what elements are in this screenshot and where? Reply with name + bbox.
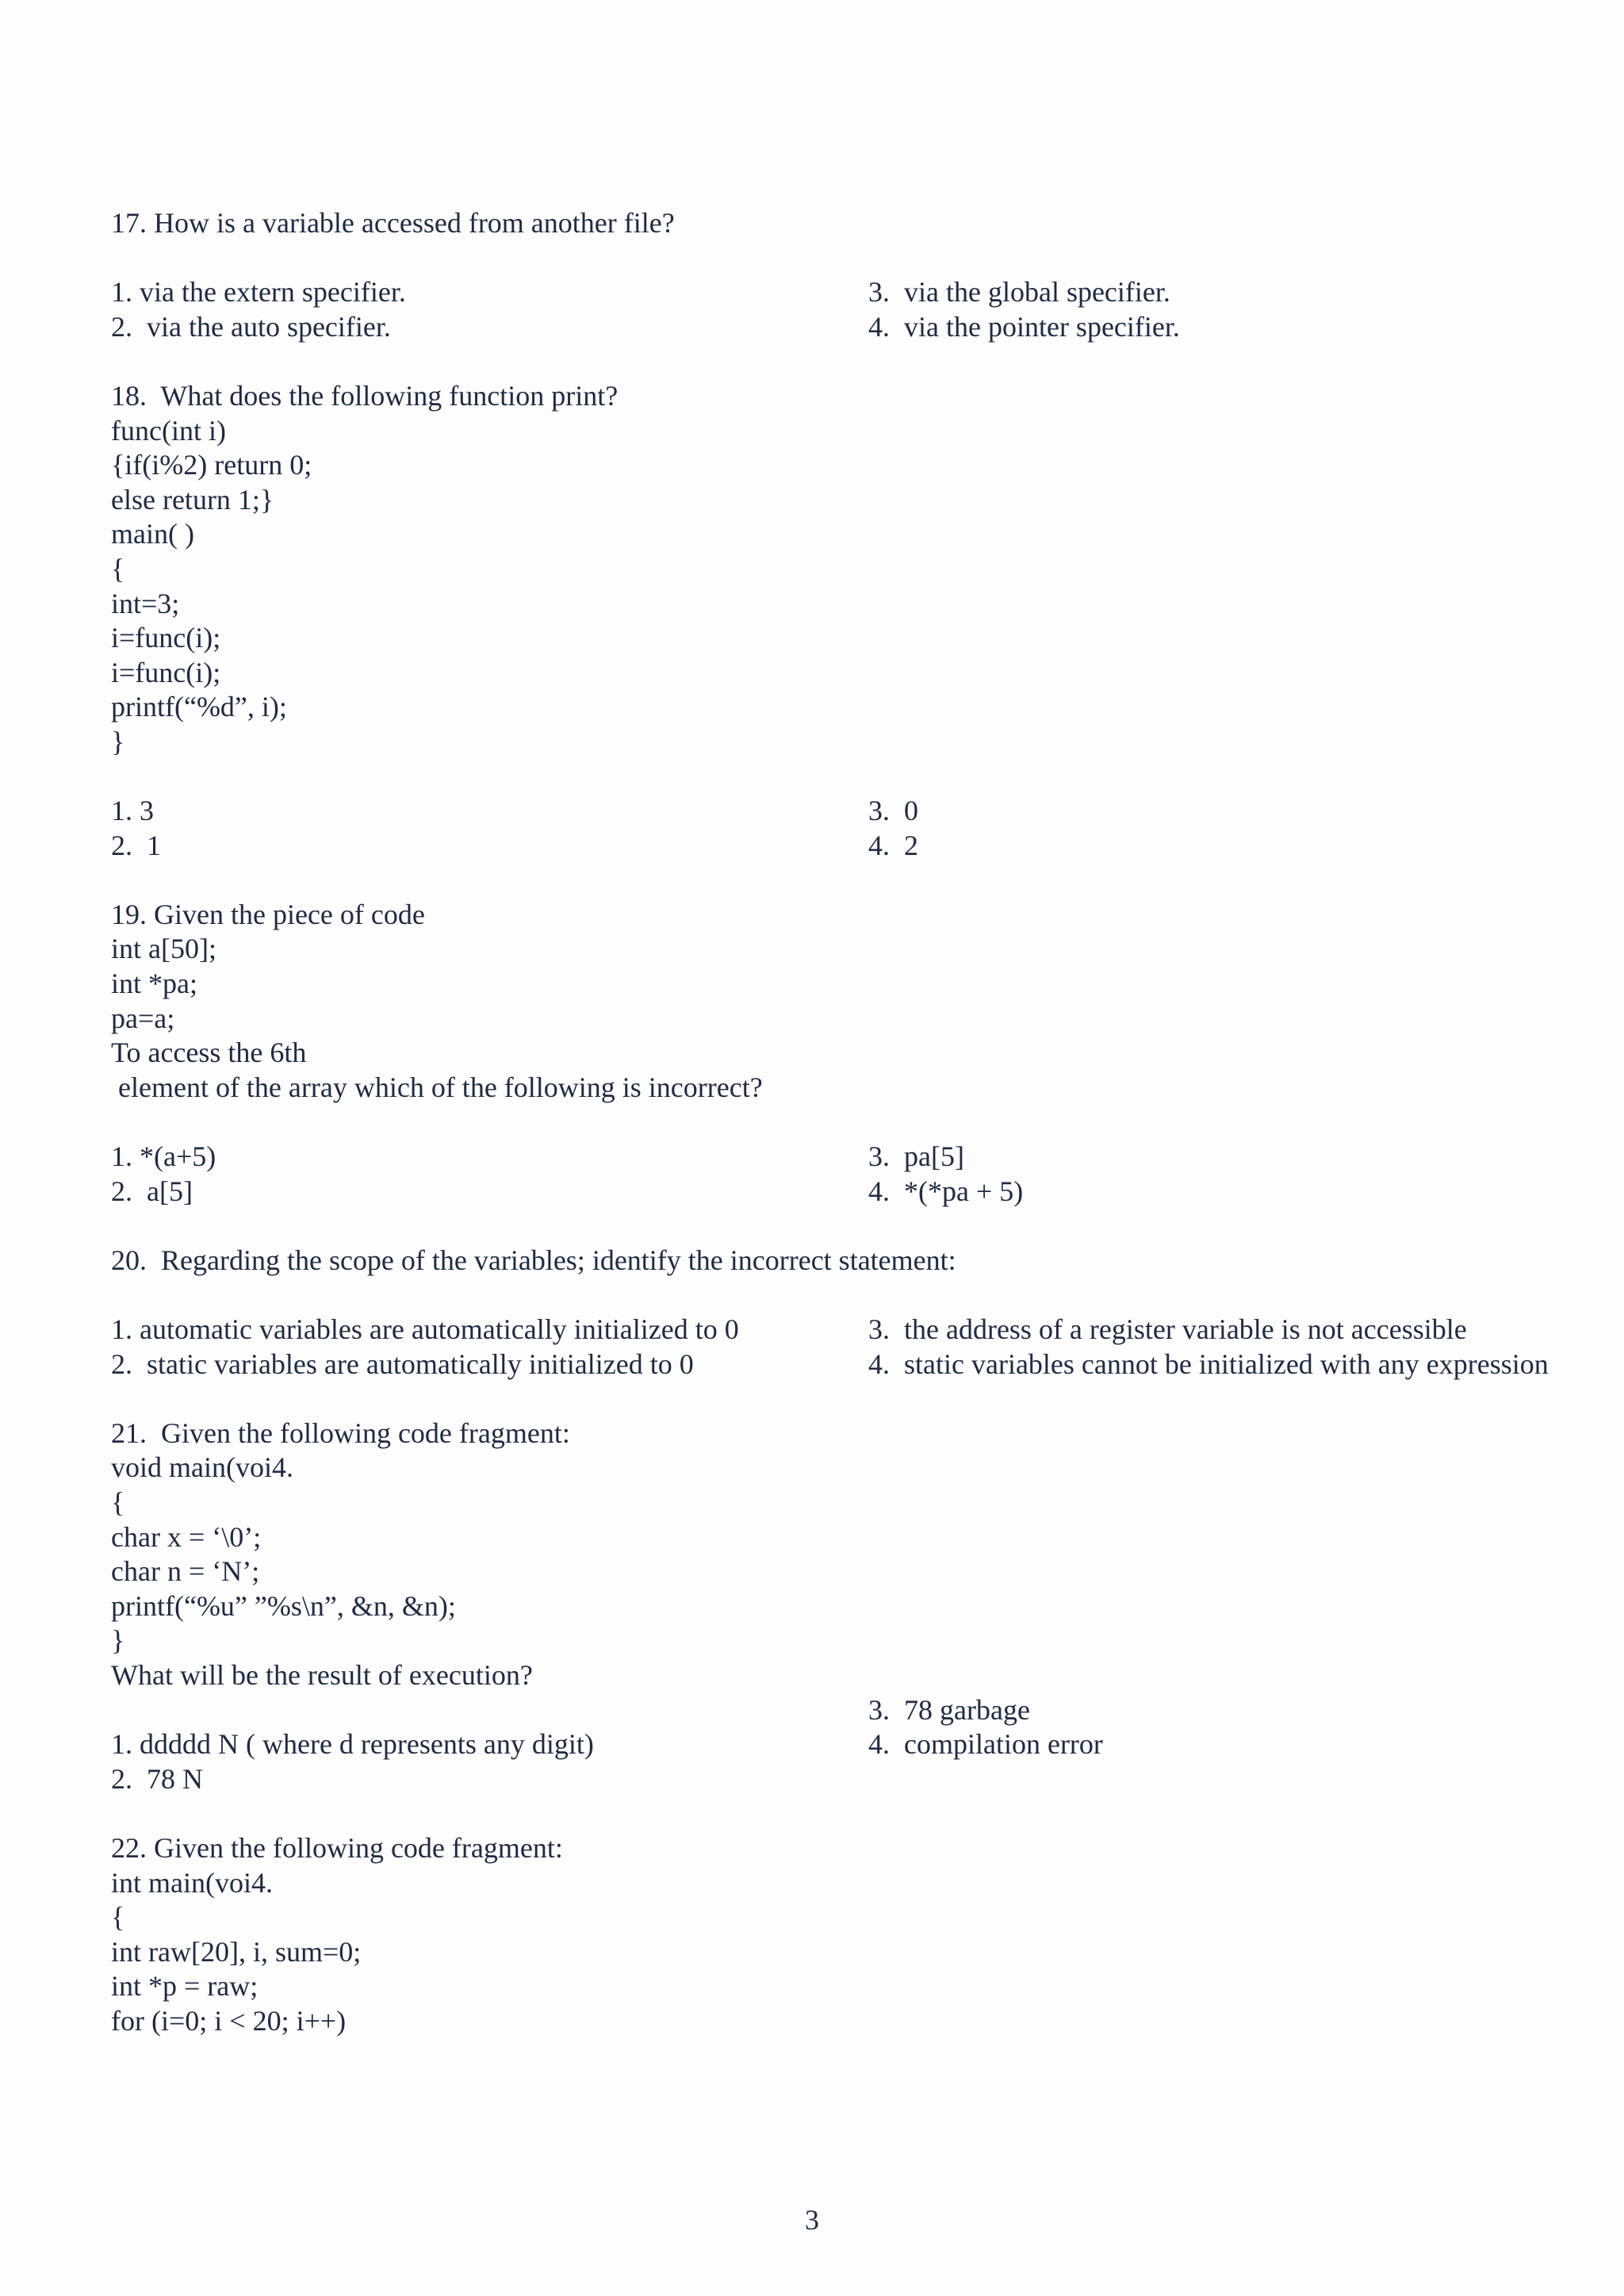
- code-line: }: [111, 725, 125, 757]
- option-3: 3. via the global specifier.: [868, 276, 1170, 309]
- option-3: 3. 78 garbage: [868, 1693, 1030, 1726]
- question-17: [111, 206, 1586, 344]
- answer-options: [111, 794, 1586, 863]
- code-line: int a[50];: [111, 933, 216, 965]
- question-text: 18. What does the following function print?: [111, 379, 619, 412]
- option-2: 2. 1: [111, 829, 161, 861]
- code-line: int *p = raw;: [111, 1970, 259, 2003]
- code-line: printf(“%u” ”%s\n”, &n, &n);: [111, 1589, 456, 1622]
- question-21: [111, 1416, 1586, 1797]
- code-line: {if(i%2) return 0;: [111, 449, 312, 481]
- answer-options: [111, 1140, 1586, 1209]
- option-2: 2. via the auto specifier.: [111, 310, 391, 343]
- option-1: 1. *(a+5): [111, 1140, 216, 1173]
- answer-options: [111, 1313, 1586, 1382]
- code-line: for (i=0; i < 20; i++): [111, 2004, 347, 2037]
- code-line: char x = ‘\0’;: [111, 1520, 262, 1553]
- question-text: To access the 6th: [111, 1037, 307, 1069]
- code-line: }: [111, 1624, 125, 1657]
- option-4: 4. via the pointer specifier.: [868, 310, 1180, 343]
- option-3: 3. pa[5]: [868, 1140, 964, 1173]
- exam-page: [111, 206, 1586, 2038]
- question-text: What will be the result of execution?: [111, 1658, 533, 1691]
- code-line: i=func(i);: [111, 622, 221, 654]
- code-line: func(int i): [111, 414, 226, 447]
- question-text: 22. Given the following code fragment:: [111, 1831, 563, 1864]
- code-line: int raw[20], i, sum=0;: [111, 1935, 362, 1968]
- option-4: 4. compilation error: [868, 1728, 1103, 1761]
- code-line: void main(voi4.: [111, 1451, 293, 1484]
- option-1: 1. via the extern specifier.: [111, 276, 406, 309]
- option-4: 4. static variables cannot be initialized with any expression: [868, 1347, 1549, 1380]
- option-1: 1. 3: [111, 795, 154, 827]
- answer-options: [111, 275, 1586, 344]
- question-text: 19. Given the piece of code: [111, 898, 425, 930]
- code-line: main( ): [111, 518, 194, 550]
- option-2: 2. a[5]: [111, 1175, 193, 1207]
- option-1: 1. automatic variables are automatically initialized to 0: [111, 1313, 739, 1345]
- question-22: [111, 1831, 1586, 2039]
- code-line: {: [111, 1485, 125, 1518]
- code-line: else return 1;}: [111, 483, 274, 516]
- option-2: 2. static variables are automatically initialized to 0: [111, 1347, 694, 1380]
- answer-options: [111, 1693, 1586, 1797]
- question-19: [111, 898, 1586, 1209]
- option-3: 3. 0: [868, 795, 918, 827]
- question-text: 20. Regarding the scope of the variables; identify the incorrect statement:: [111, 1244, 956, 1276]
- code-line: i=func(i);: [111, 656, 221, 688]
- code-line: {: [111, 552, 125, 585]
- option-1: 1. ddddd N ( where d represents any digit): [111, 1728, 594, 1761]
- question-text: 17. How is a variable accessed from another file?: [111, 207, 675, 239]
- code-line: int main(voi4.: [111, 1866, 273, 1899]
- option-4: 4. *(*pa + 5): [868, 1175, 1024, 1207]
- question-text: element of the array which of the following is incorrect?: [111, 1071, 763, 1103]
- question-18: [111, 379, 1586, 863]
- question-20: [111, 1244, 1586, 1382]
- code-line: pa=a;: [111, 1002, 175, 1034]
- page-number: 3: [805, 2204, 819, 2236]
- code-line: int=3;: [111, 587, 180, 619]
- code-line: int *pa;: [111, 968, 197, 1000]
- code-line: char n = ‘N’;: [111, 1555, 260, 1588]
- code-line: printf(“%d”, i);: [111, 691, 287, 723]
- option-2: 2. 78 N: [111, 1762, 203, 1795]
- option-4: 4. 2: [868, 829, 918, 861]
- question-text: 21. Given the following code fragment:: [111, 1416, 570, 1449]
- code-line: {: [111, 1901, 125, 1934]
- option-3: 3. the address of a register variable is not accessible: [868, 1313, 1467, 1345]
